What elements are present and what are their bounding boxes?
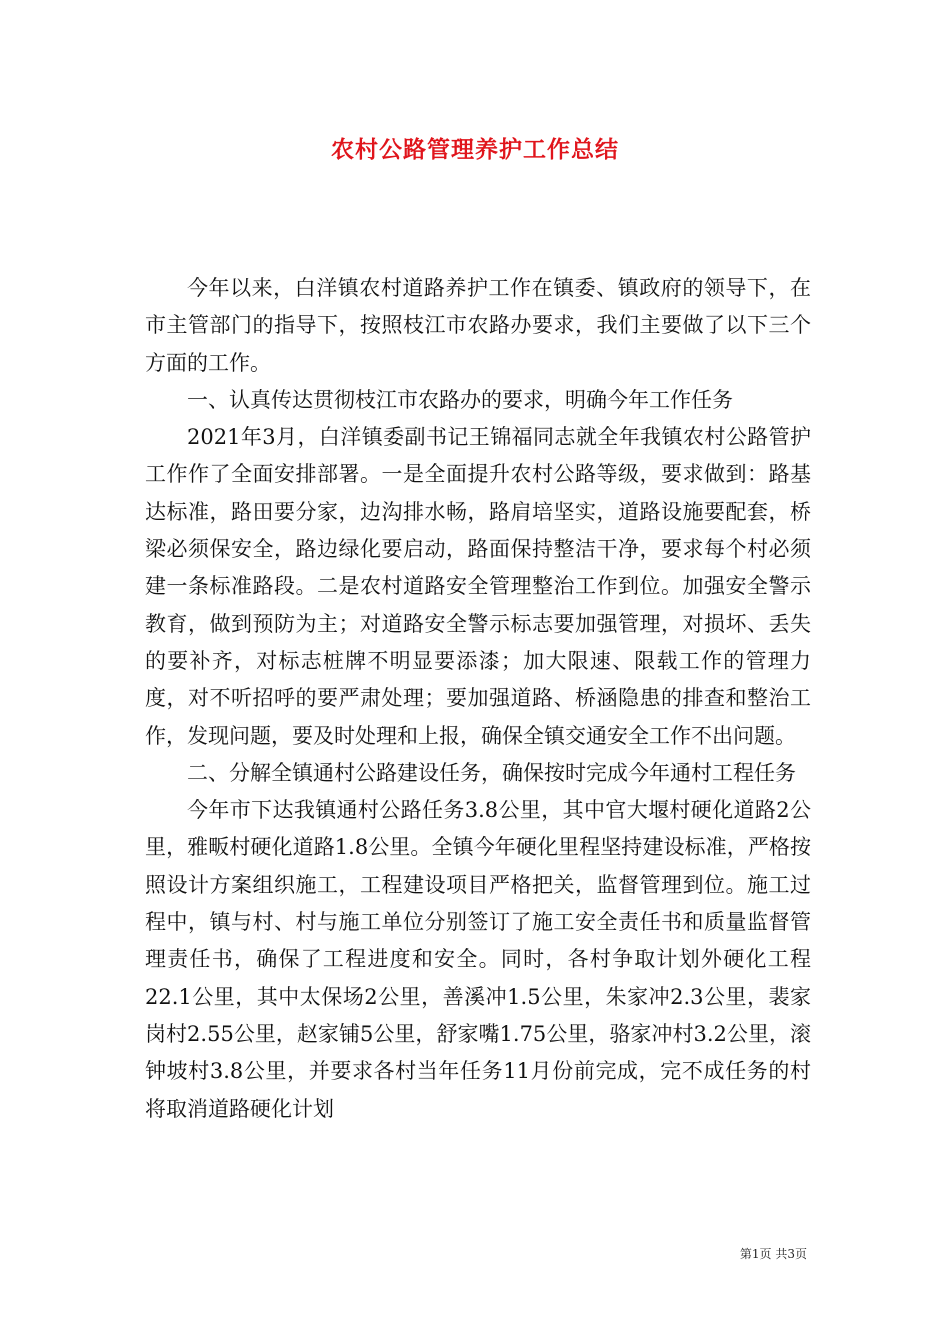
paragraph-section-1: 2021年3月，白洋镇委副书记王锦福同志就全年我镇农村公路管护工作作了全面安排部署。一是全面提升农村公路等级，要求做到：路基达标准，路田要分家，边沟排水畅，路肩培坚实，道路设施要配套，桥梁必须保安全，路边绿化要启动，路面保持整洁干净，要求每个村必须建一条标准路段。二是农村道路安全管理整治工作到位。加强安全警示教育，做到预防为主；对道路安全警示标志要加强管理，对损坏、丢失的要补齐，对标志桩牌不明显要添漆；加大限速、限载工作的管理力度，对不听招呼的要严肃处理；要加强道路、桥涵隐患的排查和整治工作，发现问题，要及时处理和上报，确保全镇交通安全工作不出问题。	[145, 425, 811, 748]
document-body	[145, 270, 811, 1128]
paragraph-intro: 今年以来，白洋镇农村道路养护工作在镇委、镇政府的领导下，在市主管部门的指导下，按照枝江市农路办要求，我们主要做了以下三个方面的工作。	[145, 276, 811, 375]
paragraph-section-2: 今年市下达我镇通村公路任务3.8公里，其中官大堰村硬化道路2公里，雅畈村硬化道路1.8公里。全镇今年硬化里程坚持建设标准，严格按照设计方案组织施工，工程建设项目严格把关，监督管理到位。施工过程中，镇与村、村与施工单位分别签订了施工安全责任书和质量监督管理责任书，确保了工程进度和安全。同时，各村争取计划外硬化工程22.1公里，其中太保场2公里，善溪冲1.5公里，朱家冲2.3公里，裴家岗村2.55公里，赵家铺5公里，舒家嘴1.75公里，骆家冲村3.2公里，滚钟坡村3.8公里，并要求各村当年任务11月份前完成，完不成任务的村将取消道路硬化计划	[145, 798, 811, 1121]
section-heading-1: 一、认真传达贯彻枝江市农路办的要求，明确今年工作任务	[187, 387, 733, 412]
section-heading-2: 二、分解全镇通村公路建设任务，确保按时完成今年通村工程任务	[187, 760, 796, 785]
page-number: 第1页 共3页	[739, 1247, 807, 1261]
document-title: 农村公路管理养护工作总结	[331, 136, 619, 163]
